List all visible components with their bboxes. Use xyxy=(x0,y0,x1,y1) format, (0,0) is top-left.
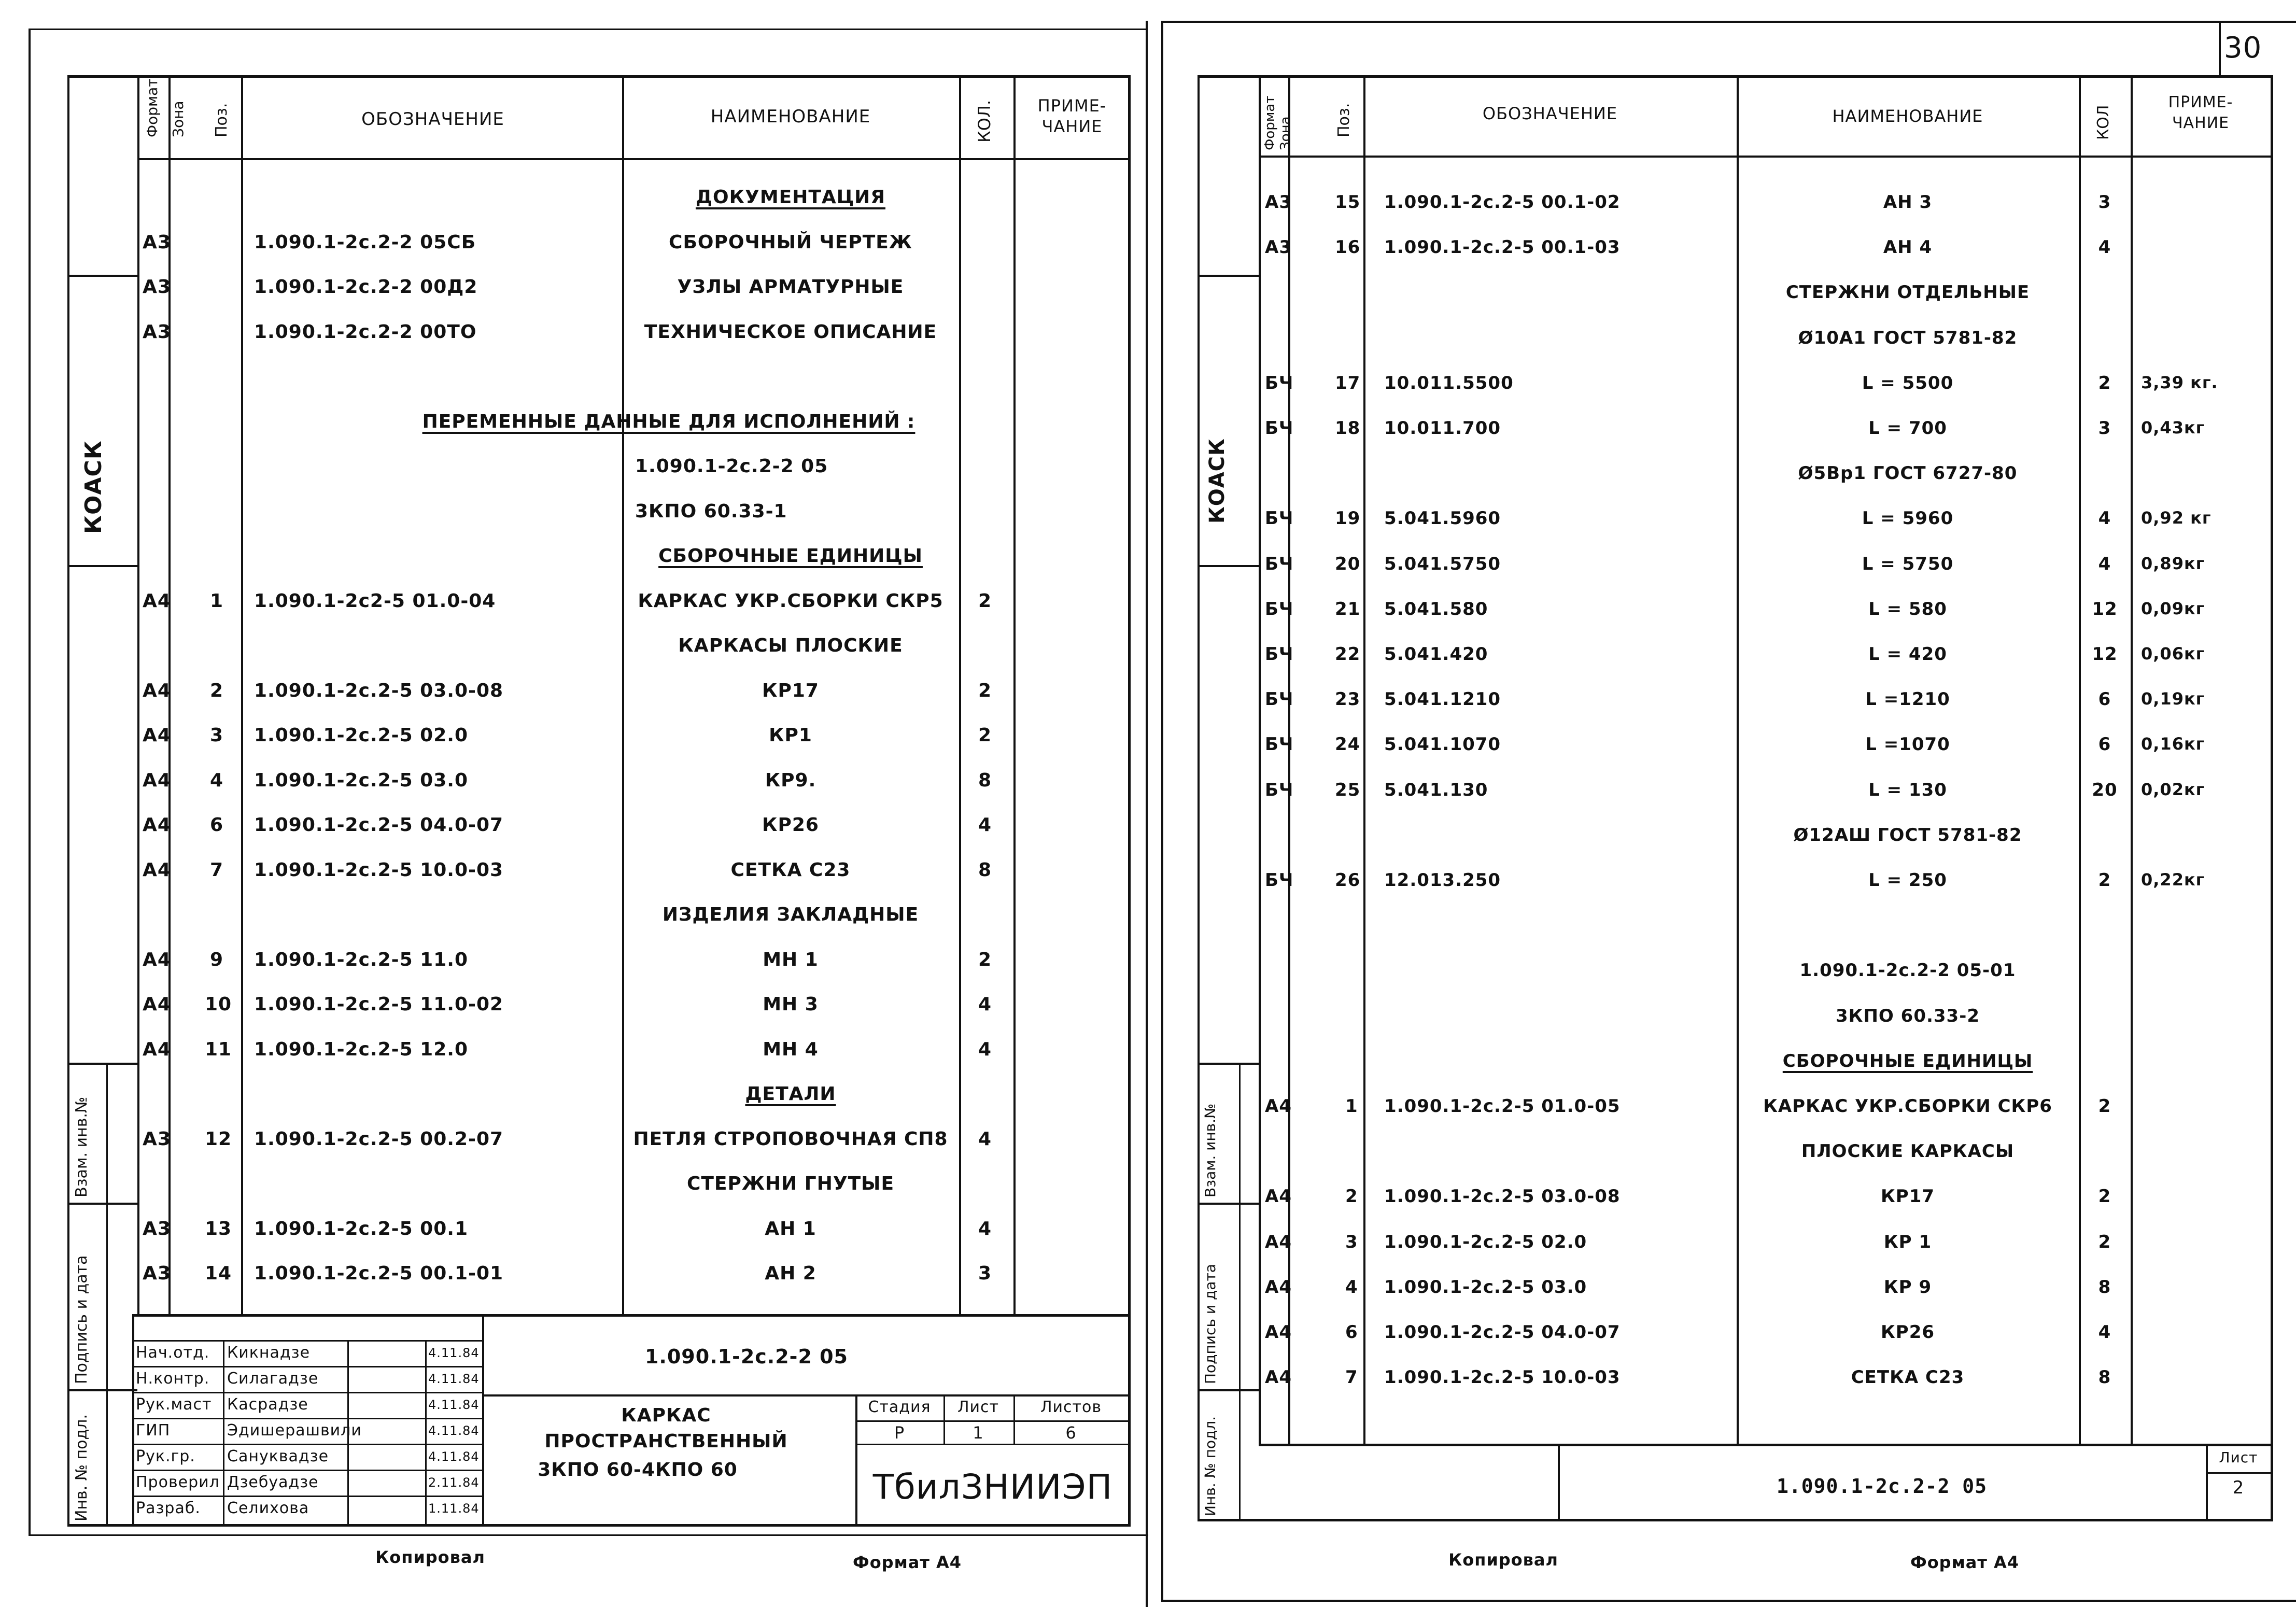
row-name: КР 9 xyxy=(1883,1276,1932,1297)
row-designation: 5.041.1210 xyxy=(1384,689,1501,710)
row-format: А4 xyxy=(1265,1186,1292,1207)
row-format: БЧ xyxy=(1265,644,1294,665)
row-name: ИЗДЕЛИЯ ЗАКЛАДНЫЕ xyxy=(662,904,919,925)
stamp-name: Кикнадзе xyxy=(227,1344,311,1362)
header-note: ПРИМЕ- xyxy=(2168,93,2233,111)
row-designation: 1.090.1-2с.2-5 02.0 xyxy=(254,725,468,746)
stamp-sheets: 6 xyxy=(1065,1423,1077,1443)
row-quantity: 12 xyxy=(2092,598,2118,619)
row-format: А3 xyxy=(143,1218,171,1239)
row-quantity: 4 xyxy=(2098,553,2111,574)
header-note: ЧАНИЕ xyxy=(1041,117,1103,136)
row-format: А4 xyxy=(1265,1231,1292,1252)
row-position: 6 xyxy=(210,814,224,836)
footer-format: Формат А4 xyxy=(1910,1553,2020,1572)
row-name: ТЕХНИЧЕСКОЕ ОПИСАНИЕ xyxy=(644,321,937,343)
row-name: ДЕТАЛИ xyxy=(745,1083,836,1105)
row-format: БЧ xyxy=(1265,598,1294,619)
row-designation: 1.090.1-2с.2-5 11.0 xyxy=(254,949,468,970)
row-format: А4 xyxy=(143,769,171,791)
row-name: 3КПО 60.33-1 xyxy=(635,500,787,522)
row-name: L = 420 xyxy=(1868,644,1947,665)
row-position: 3 xyxy=(1345,1231,1358,1252)
corner-page-number: 30 xyxy=(2224,31,2262,65)
row-quantity: 2 xyxy=(2098,1231,2111,1252)
row-quantity: 2 xyxy=(978,725,992,746)
stamp-sheet-label: Лист xyxy=(957,1398,999,1416)
row-name: АН 1 xyxy=(765,1218,816,1239)
row-quantity: 2 xyxy=(2098,870,2111,891)
row-position: 20 xyxy=(1335,553,1361,574)
row-name: МН 4 xyxy=(763,1038,819,1060)
right-sheet xyxy=(1156,0,2296,1622)
stamp-title: 3КПО 60-4КПО 60 xyxy=(538,1459,738,1480)
row-designation: 1.090.1-2с.2-5 02.0 xyxy=(1384,1231,1587,1252)
row-quantity: 2 xyxy=(978,680,992,701)
row-format: А4 xyxy=(143,680,171,701)
row-designation: 1.090.1-2с.2-5 04.0-07 xyxy=(254,814,504,836)
row-designation: 5.041.5750 xyxy=(1384,553,1501,574)
row-quantity: 2 xyxy=(2098,1096,2111,1117)
stamp-title: КАРКАС xyxy=(621,1405,711,1426)
header-format: Формат xyxy=(144,78,161,137)
row-designation: 1.090.1-2с.2-5 03.0-08 xyxy=(1384,1186,1621,1207)
row-name: Ø10А1 ГОСТ 5781-82 xyxy=(1798,327,2018,348)
row-format: БЧ xyxy=(1265,734,1294,755)
stamp-doc-number: 1.090.1-2с.2-2 05 xyxy=(1777,1475,1987,1498)
row-quantity: 4 xyxy=(2098,508,2111,529)
row-note: 0,09кг xyxy=(2141,598,2205,618)
header-designation: ОБОЗНАЧЕНИЕ xyxy=(361,109,504,130)
row-designation: 1.090.1-2с.2-5 12.0 xyxy=(254,1038,468,1060)
row-position: 26 xyxy=(1335,870,1361,891)
stamp-stage-label: Стадия xyxy=(868,1398,931,1416)
header-zone: Зона xyxy=(170,101,187,137)
footer-copied: Копировал xyxy=(375,1547,485,1567)
row-designation: 1.090.1-2с.2-5 00.1-01 xyxy=(254,1263,504,1284)
row-name: СБОРОЧНЫЙ ЧЕРТЕЖ xyxy=(669,231,912,253)
header-name: НАИМЕНОВАНИЕ xyxy=(710,106,871,127)
row-designation: 1.090.1-2с.2-5 01.0-05 xyxy=(1384,1096,1621,1117)
row-name: КР26 xyxy=(762,814,819,836)
row-position: 7 xyxy=(1345,1367,1358,1388)
row-name: КР1 xyxy=(769,725,812,746)
row-designation: 1.090.1-2с.2-5 10.0-03 xyxy=(1384,1367,1621,1388)
footer-copied: Копировал xyxy=(1448,1550,1558,1570)
row-format: А4 xyxy=(1265,1322,1292,1343)
row-designation: 1.090.1-2с2-5 01.0-04 xyxy=(254,590,496,612)
row-name: L =1210 xyxy=(1865,689,1950,710)
stamp-name: Селихова xyxy=(227,1499,309,1517)
stamp-role: Рук.гр. xyxy=(136,1447,195,1465)
row-position: 24 xyxy=(1335,734,1361,755)
row-name: L = 580 xyxy=(1868,598,1947,619)
row-name: L =1070 xyxy=(1865,734,1950,755)
row-format: А3 xyxy=(1265,237,1292,258)
stamp-role: Нач.отд. xyxy=(136,1344,210,1362)
row-section-title: ПЕРЕМЕННЫЕ ДАННЫЕ ДЛЯ ИСПОЛНЕНИЙ : xyxy=(422,411,915,432)
stamp-title: ПРОСТРАНСТВЕННЫЙ xyxy=(544,1431,788,1452)
row-designation: 10.011.5500 xyxy=(1384,372,1514,393)
row-name: МН 3 xyxy=(763,994,819,1015)
row-name: СТЕРЖНИ ОТДЕЛЬНЫЕ xyxy=(1785,282,2030,303)
row-note: 0,92 кг xyxy=(2141,508,2212,528)
row-name: L = 700 xyxy=(1868,418,1947,439)
row-note: 0,06кг xyxy=(2141,644,2205,664)
row-note: 0,02кг xyxy=(2141,779,2205,799)
stamp-role: Разраб. xyxy=(136,1499,201,1517)
row-name: КР 1 xyxy=(1883,1231,1932,1252)
row-format: БЧ xyxy=(1265,870,1294,891)
row-position: 2 xyxy=(1345,1186,1358,1207)
stamp-role: Проверил xyxy=(136,1473,220,1491)
row-name: КР9. xyxy=(765,769,816,791)
row-name: КАРКАСЫ ПЛОСКИЕ xyxy=(678,635,903,656)
row-designation: 1.090.1-2с.2-5 00.1-02 xyxy=(1384,192,1621,213)
stamp-sheet: 1 xyxy=(973,1423,984,1443)
row-designation: 5.041.1070 xyxy=(1384,734,1501,755)
row-format: А4 xyxy=(143,949,171,970)
row-name: АН 4 xyxy=(1883,237,1933,258)
row-quantity: 12 xyxy=(2092,644,2118,665)
row-format: А4 xyxy=(143,994,171,1015)
row-designation: 1.090.1-2с.2-2 00Д2 xyxy=(254,276,478,298)
row-quantity: 8 xyxy=(978,859,992,881)
row-name: Ø5Вр1 ГОСТ 6727-80 xyxy=(1798,463,2018,484)
stamp-name: Дзебуадзе xyxy=(227,1473,319,1491)
row-designation: 5.041.580 xyxy=(1384,598,1488,619)
row-format: А3 xyxy=(143,321,171,343)
row-designation: 5.041.130 xyxy=(1384,779,1488,800)
row-quantity: 2 xyxy=(2098,372,2111,393)
row-quantity: 3 xyxy=(978,1263,992,1284)
side-field: Подпись и дата xyxy=(73,1255,91,1384)
row-quantity: 3 xyxy=(2098,418,2111,439)
row-position: 1 xyxy=(1345,1096,1358,1117)
header-pos: Поз. xyxy=(1335,103,1353,137)
header-qty: КОЛ. xyxy=(975,100,994,143)
header-pos: Поз. xyxy=(213,103,231,137)
row-note: 0,16кг xyxy=(2141,734,2205,754)
stamp-stage: Р xyxy=(894,1423,905,1443)
footer-format: Формат А4 xyxy=(852,1553,962,1572)
row-format: А4 xyxy=(143,859,171,881)
row-position: 23 xyxy=(1335,689,1361,710)
row-position: 16 xyxy=(1335,237,1361,258)
row-quantity: 8 xyxy=(978,769,992,791)
row-position: 25 xyxy=(1335,779,1361,800)
row-format: А4 xyxy=(143,590,171,612)
row-designation: 10.011.700 xyxy=(1384,418,1501,439)
row-format: БЧ xyxy=(1265,779,1294,800)
row-name: КР17 xyxy=(762,680,819,701)
row-name: 1.090.1-2с.2-2 05-01 xyxy=(1799,960,2016,981)
header-qty: КОЛ xyxy=(2094,105,2112,140)
row-position: 4 xyxy=(1345,1276,1358,1297)
side-label: КОАСК xyxy=(1205,438,1229,524)
row-format: А3 xyxy=(143,231,171,253)
row-position: 6 xyxy=(1345,1322,1358,1343)
row-name: КР17 xyxy=(1880,1186,1935,1207)
row-name: АН 2 xyxy=(765,1263,816,1284)
row-designation: 1.090.1-2с.2-5 04.0-07 xyxy=(1384,1322,1621,1343)
row-position: 1 xyxy=(210,590,224,612)
row-position: 9 xyxy=(210,949,224,970)
row-designation: 1.090.1-2с.2-5 03.0 xyxy=(254,769,468,791)
row-format: А3 xyxy=(143,1128,171,1150)
row-name: АН 3 xyxy=(1883,192,1933,213)
stamp-date: 4.11.84 xyxy=(428,1398,480,1412)
side-field: Взам. инв.№ xyxy=(73,1096,91,1197)
row-format: А3 xyxy=(143,1263,171,1284)
row-position: 3 xyxy=(210,725,224,746)
row-designation: 5.041.420 xyxy=(1384,644,1488,665)
row-note: 0,89кг xyxy=(2141,553,2205,573)
row-designation: 1.090.1-2с.2-2 00ТО xyxy=(254,321,477,343)
row-name: 3КПО 60.33-2 xyxy=(1836,1005,1980,1026)
side-field: Инв. № подл. xyxy=(73,1414,91,1521)
row-position: 13 xyxy=(205,1218,232,1239)
row-name: Ø12АШ ГОСТ 5781-82 xyxy=(1793,824,2022,845)
header-name: НАИМЕНОВАНИЕ xyxy=(1832,106,1983,126)
row-name: СБОРОЧНЫЕ ЕДИНИЦЫ xyxy=(1782,1050,2033,1071)
row-format: А4 xyxy=(1265,1096,1292,1117)
row-position: 19 xyxy=(1335,508,1361,529)
stamp-sheet: 2 xyxy=(2232,1477,2245,1498)
row-format: БЧ xyxy=(1265,553,1294,574)
row-name: КАРКАС УКР.СБОРКИ СКР5 xyxy=(638,590,943,612)
row-designation: 1.090.1-2с.2-5 10.0-03 xyxy=(254,859,504,881)
row-quantity: 20 xyxy=(2092,779,2118,800)
row-format: А4 xyxy=(1265,1367,1292,1388)
row-designation: 1.090.1-2с.2-5 03.0 xyxy=(1384,1276,1587,1297)
row-position: 14 xyxy=(205,1263,232,1284)
row-quantity: 2 xyxy=(978,949,992,970)
row-quantity: 3 xyxy=(2098,192,2111,213)
side-field: Инв. № подл. xyxy=(1202,1416,1219,1516)
row-quantity: 4 xyxy=(2098,237,2111,258)
row-quantity: 4 xyxy=(978,1038,992,1060)
row-name: L = 130 xyxy=(1868,779,1947,800)
row-note: 0,43кг xyxy=(2141,418,2205,438)
row-quantity: 4 xyxy=(978,1218,992,1239)
row-designation: 1.090.1-2с.2-5 03.0-08 xyxy=(254,680,504,701)
row-designation: 1.090.1-2с.2-5 00.2-07 xyxy=(254,1128,504,1150)
row-position: 18 xyxy=(1335,418,1361,439)
header-designation: ОБОЗНАЧЕНИЕ xyxy=(1482,104,1618,123)
stamp-date: 4.11.84 xyxy=(428,1423,480,1438)
row-designation: 1.090.1-2с.2-5 11.0-02 xyxy=(254,994,504,1015)
header-zone: Зона xyxy=(1278,116,1293,150)
row-name: ДОКУМЕНТАЦИЯ xyxy=(695,187,886,208)
stamp-role: Н.контр. xyxy=(136,1370,210,1388)
row-position: 2 xyxy=(210,680,224,701)
row-position: 22 xyxy=(1335,644,1361,665)
row-note: 0,22кг xyxy=(2141,870,2205,890)
row-format: А4 xyxy=(143,725,171,746)
stamp-date: 1.11.84 xyxy=(428,1501,480,1516)
row-position: 15 xyxy=(1335,192,1361,213)
stamp-role: Рук.маст xyxy=(136,1395,212,1414)
stamp-name: Эдишерашвили xyxy=(227,1421,362,1440)
stamp-doc-number: 1.090.1-2с.2-2 05 xyxy=(644,1345,849,1368)
row-format: А4 xyxy=(143,814,171,836)
row-name: СТЕРЖНИ ГНУТЫЕ xyxy=(686,1173,895,1194)
row-name: СБОРОЧНЫЕ ЕДИНИЦЫ xyxy=(658,545,923,567)
side-label: КОАСК xyxy=(80,440,107,534)
row-note: 3,39 кг. xyxy=(2141,372,2218,392)
row-position: 4 xyxy=(210,769,224,791)
row-position: 12 xyxy=(205,1128,232,1150)
stamp-date: 4.11.84 xyxy=(428,1346,480,1360)
header-note: ПРИМЕ- xyxy=(1037,96,1107,116)
row-name: КАРКАС УКР.СБОРКИ СКР6 xyxy=(1763,1096,2052,1117)
row-quantity: 4 xyxy=(2098,1322,2111,1343)
row-quantity: 2 xyxy=(2098,1186,2111,1207)
row-format: БЧ xyxy=(1265,689,1294,710)
row-name: 1.090.1-2с.2-2 05 xyxy=(635,456,828,477)
stamp-date: 4.11.84 xyxy=(428,1372,480,1386)
row-quantity: 4 xyxy=(978,1128,992,1150)
row-format: А3 xyxy=(1265,192,1292,213)
stamp-role: ГИП xyxy=(136,1421,171,1440)
stamp-sheets-label: Листов xyxy=(1040,1398,1102,1416)
row-quantity: 6 xyxy=(2098,689,2111,710)
row-name: УЗЛЫ АРМАТУРНЫЕ xyxy=(677,276,904,298)
row-position: 10 xyxy=(205,994,232,1015)
row-name: КР26 xyxy=(1880,1322,1935,1343)
row-designation: 1.090.1-2с.2-5 00.1-03 xyxy=(1384,237,1621,258)
stamp-date: 4.11.84 xyxy=(428,1449,480,1464)
row-format: БЧ xyxy=(1265,508,1294,529)
row-name: ПЕТЛЯ СТРОПОВОЧНАЯ СП8 xyxy=(633,1128,948,1150)
row-name: L = 5500 xyxy=(1862,372,1954,393)
stamp-date: 2.11.84 xyxy=(428,1475,480,1490)
row-name: МН 1 xyxy=(763,949,819,970)
row-format: БЧ xyxy=(1265,372,1294,393)
row-name: L = 250 xyxy=(1868,870,1947,891)
row-name: СЕТКА С23 xyxy=(730,859,851,881)
row-designation: 12.013.250 xyxy=(1384,870,1501,891)
header-format: Формат xyxy=(1262,95,1278,150)
row-format: А4 xyxy=(143,1038,171,1060)
row-designation: 1.090.1-2с.2-5 00.1 xyxy=(254,1218,468,1239)
stamp-name: Силагадзе xyxy=(227,1370,319,1388)
side-field: Подпись и дата xyxy=(1202,1264,1219,1384)
row-name: СЕТКА С23 xyxy=(1851,1367,1965,1388)
row-format: А3 xyxy=(143,276,171,298)
row-name: ПЛОСКИЕ КАРКАСЫ xyxy=(1801,1141,2015,1162)
row-quantity: 6 xyxy=(2098,734,2111,755)
row-name: L = 5960 xyxy=(1862,508,1954,529)
row-position: 17 xyxy=(1335,372,1361,393)
row-position: 21 xyxy=(1335,598,1361,619)
row-quantity: 4 xyxy=(978,994,992,1015)
header-note: ЧАНИЕ xyxy=(2172,114,2230,132)
row-format: БЧ xyxy=(1265,418,1294,439)
row-quantity: 2 xyxy=(978,590,992,612)
row-quantity: 8 xyxy=(2098,1367,2111,1388)
row-position: 7 xyxy=(210,859,224,881)
row-designation: 5.041.5960 xyxy=(1384,508,1501,529)
stamp-organization: ТбилЗНИИЭП xyxy=(872,1467,1113,1507)
row-designation: 1.090.1-2с.2-2 05СБ xyxy=(254,231,476,253)
side-field: Взам. инв.№ xyxy=(1202,1103,1219,1197)
row-quantity: 4 xyxy=(978,814,992,836)
row-format: А4 xyxy=(1265,1276,1292,1297)
row-note: 0,19кг xyxy=(2141,689,2205,709)
stamp-sheet-label: Лист xyxy=(2219,1449,2258,1466)
row-name: L = 5750 xyxy=(1862,553,1954,574)
row-quantity: 8 xyxy=(2098,1276,2111,1297)
row-position: 11 xyxy=(205,1038,232,1060)
stamp-name: Сануквадзе xyxy=(227,1447,329,1465)
stamp-name: Касрадзе xyxy=(227,1395,308,1414)
